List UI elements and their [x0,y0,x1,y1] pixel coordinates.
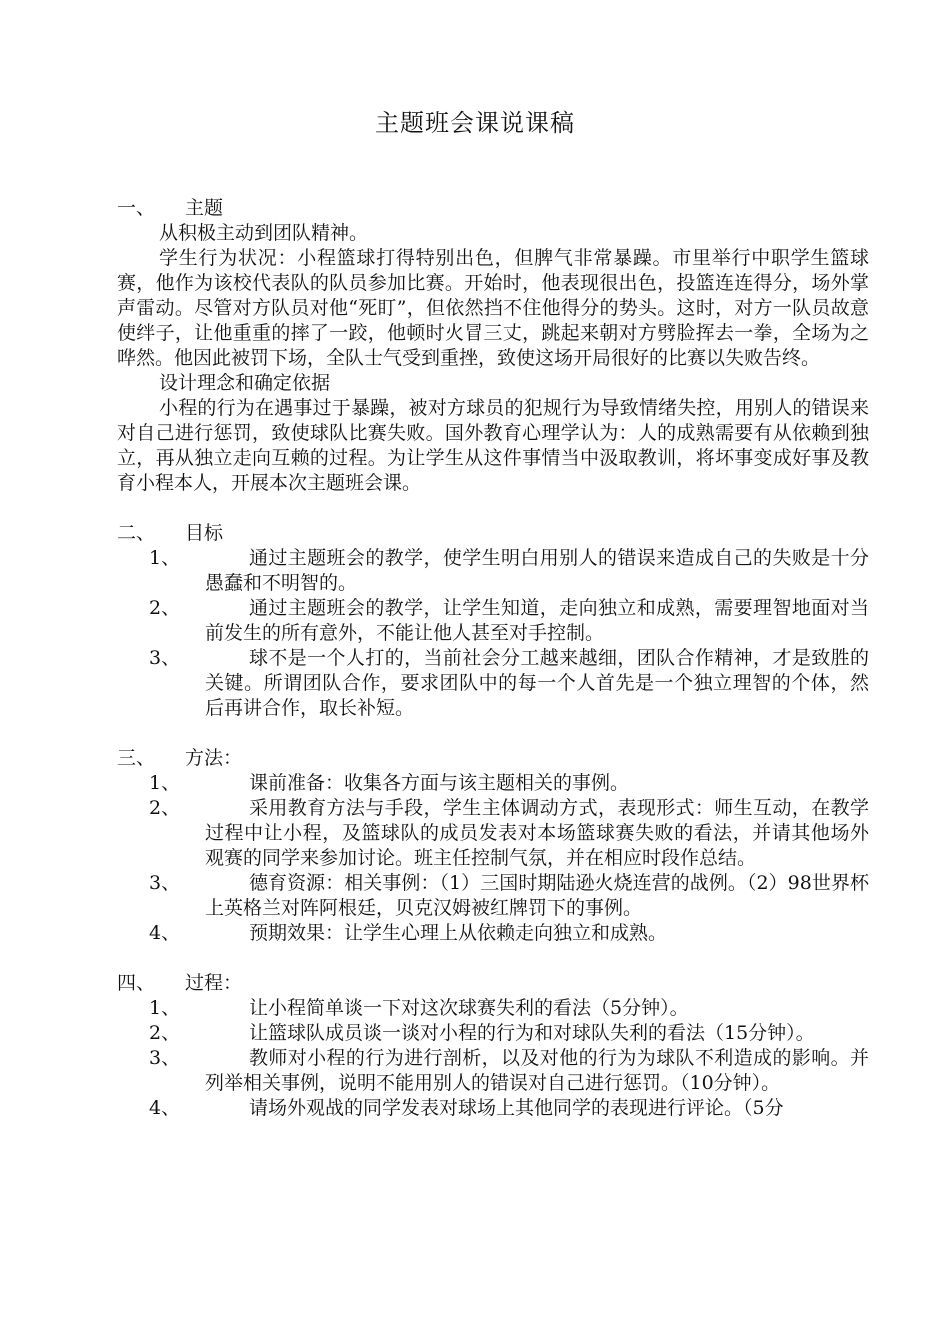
section-number: 三、 [117,747,156,769]
list-item-number: 1、 [149,772,181,794]
list-item-text: 让小程简单谈一下对这次球赛失利的看法（5分钟）。 [249,997,689,1019]
section-number: 四、 [117,972,156,994]
section-number: 二、 [117,522,156,544]
list-item-text: 预期效果：让学生心理上从依赖走向独立和成熟。 [249,922,668,944]
section-heading-topic [117,196,869,221]
section-heading-methods [117,746,869,771]
list-item [117,1046,869,1096]
section-title: 主题 [185,197,224,219]
section-title: 方法： [185,747,243,769]
section-title: 过程： [185,972,243,994]
list-item-text: 德育资源：相关事例：（1）三国时期陆逊火烧连营的战例。（2）98世界杯上英格兰对阵阿根廷，贝克汉姆被红牌罚下的事例。 [205,872,869,919]
list-item-number: 4、 [149,922,181,944]
section-number: 一、 [117,197,156,219]
list-item [117,1096,869,1121]
list-item [117,871,869,921]
list-item [117,646,869,721]
list-item-number: 4、 [149,1097,181,1119]
topic-statement: 从积极主动到团队精神。 [159,222,369,244]
list-item [117,996,869,1021]
list-item-number: 2、 [149,797,181,819]
student-behavior-paragraph: 学生行为状况：小程篮球打得特别出色，但脾气非常暴躁。市里举行中职学生篮球赛，他作为该校代表队的队员参加比赛。开始时，他表现很出色，投篮连连得分，场外掌声雷动。尽管对方队员对他“死盯”，但依然挡不住他得分的势头。这时，对方一队员故意使绊子，让他重重的摔了一跤，他顿时火冒三丈，跳起来朝对方劈脸挥去一拳，全场为之哗然。他因此被罚下场，全队士气受到重挫，致使这场开局很好的比赛以失败告终。 [117,247,869,369]
design-rationale-paragraph: 小程的行为在遇事过于暴躁，被对方球员的犯规行为导致情绪失控，用别人的错误来对自己进行惩罚，致使球队比赛失败。国外教育心理学认为：人的成熟需要有从依赖到独立，再从独立走向互赖的过程。为让学生从这件事情当中汲取教训，将坏事变成好事及教育小程本人，开展本次主题班会课。 [117,397,869,494]
list-item-text: 球不是一个人打的，当前社会分工越来越细，团队合作精神，才是致胜的关键。所谓团队合作，要求团队中的每一个人首先是一个独立理智的个体，然后再讲合作，取长补短。 [205,647,869,719]
list-item-number: 1、 [149,547,181,569]
list-item-text: 请场外观战的同学发表对球场上其他同学的表现进行评论。（5分 [249,1097,784,1119]
list-item-number: 2、 [149,597,181,619]
list-item-number: 3、 [149,647,181,669]
list-item [117,921,869,946]
list-item [117,546,869,596]
list-item [117,771,869,796]
list-item-text: 让篮球队成员谈一谈对小程的行为和对球队失利的看法（15分钟）。 [249,1022,815,1044]
document-title: 主题班会课说课稿 [375,109,575,137]
list-item-text: 通过主题班会的教学，使学生明白用别人的错误来造成自己的失败是十分愚蠢和不明智的。 [205,547,869,594]
section-title: 目标 [185,522,224,544]
design-rationale-heading: 设计理念和确定依据 [159,372,331,394]
document-body [117,196,869,1121]
section-heading-goals [117,521,869,546]
list-item-text: 教师对小程的行为进行剖析，以及对他的行为为球队不利造成的影响。并列举相关事例，说明不能用别人的错误对自己进行惩罚。（10分钟）。 [205,1047,869,1094]
list-item [117,796,869,871]
list-item-number: 1、 [149,997,181,1019]
list-item-text: 课前准备：收集各方面与该主题相关的事例。 [249,772,630,794]
list-item [117,596,869,646]
list-item-number: 2、 [149,1022,181,1044]
list-item [117,1021,869,1046]
list-item-number: 3、 [149,1047,181,1069]
section-heading-process [117,971,869,996]
list-item-text: 采用教育方法与手段，学生主体调动方式，表现形式：师生互动，在教学过程中让小程，及篮球队的成员发表对本场篮球赛失败的看法，并请其他场外观赛的同学来参加讨论。班主任控制气氛，并在相应时段作总结。 [205,797,869,869]
list-item-text: 通过主题班会的教学，让学生知道，走向独立和成熟，需要理智地面对当前发生的所有意外，不能让他人甚至对手控制。 [205,597,869,644]
list-item-number: 3、 [149,872,181,894]
